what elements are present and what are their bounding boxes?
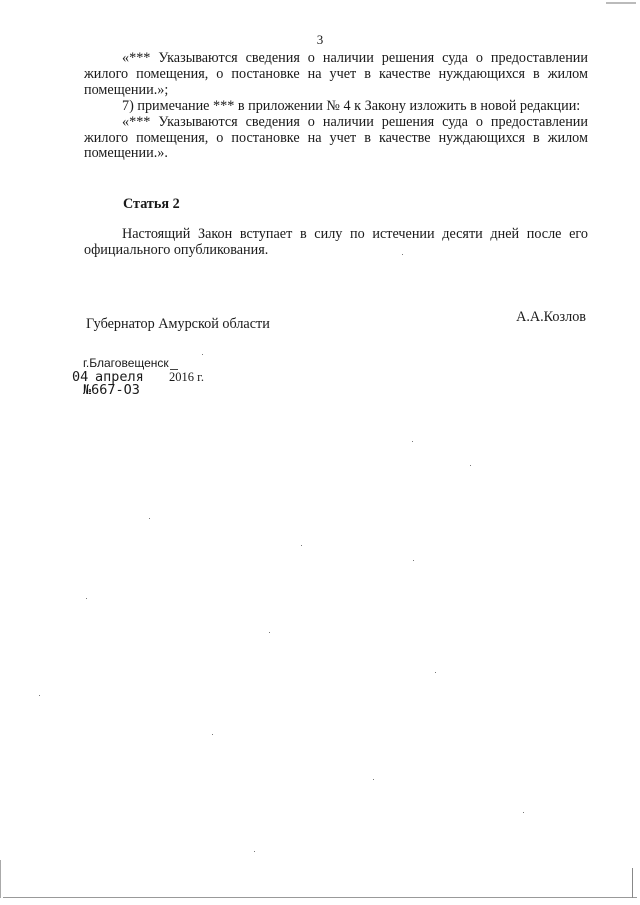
scan-speck: [269, 632, 270, 633]
scan-edge-mark: [3, 897, 637, 898]
scan-speck: [402, 254, 403, 255]
stamp-month: апреля: [95, 369, 144, 385]
amendment-paragraph-2: 7) примечание *** в приложении № 4 к Закону изложить в новой редакции:: [122, 97, 581, 114]
scan-speck: [523, 812, 524, 813]
scan-speck: [212, 734, 213, 735]
scan-speck: [202, 354, 203, 355]
scan-speck: [413, 560, 414, 561]
scan-speck: [149, 518, 150, 519]
stamp-city: г.Благовещенск: [83, 356, 169, 370]
stamp-day: 04: [72, 369, 89, 385]
scan-speck: [470, 465, 471, 466]
amendment-section: [84, 51, 588, 162]
stamp-year: 2016 г.: [169, 370, 204, 384]
scan-speck: [412, 441, 413, 442]
amendment-paragraph-1: «*** Указываются сведения о наличии решения суда о предоставлении жилого помещения, о постановке на учет в качестве нуждающихся в жилом помещении.»;: [84, 50, 588, 98]
scan-speck: [39, 695, 40, 696]
scan-speck: [301, 545, 302, 546]
scan-speck: [373, 779, 374, 780]
signatory-position: Губернатор Амурской области: [86, 316, 270, 332]
scan-speck: [254, 851, 255, 852]
scan-edge-mark: [606, 2, 636, 4]
article-2-text: Настоящий Закон вступает в силу по истечении десяти дней после его официального опубликования.: [84, 226, 588, 258]
amendment-paragraph-3: «*** Указываются сведения о наличии решения суда о предоставлении жилого помещения, о постановке на учет в качестве нуждающихся в жилом помещении.».: [84, 113, 588, 162]
stamp-law-number: №667-ОЗ: [83, 382, 140, 398]
scan-edge-mark: [632, 868, 633, 898]
article-2-heading: Статья 2: [123, 196, 180, 212]
page-number: 3: [316, 32, 324, 47]
signatory-name: А.А.Козлов: [516, 309, 586, 325]
scan-speck: [86, 598, 87, 599]
scan-speck: [435, 672, 436, 673]
article-2-body: [84, 227, 588, 259]
scan-edge-mark: [0, 860, 1, 898]
stamp-underline: [170, 369, 178, 370]
